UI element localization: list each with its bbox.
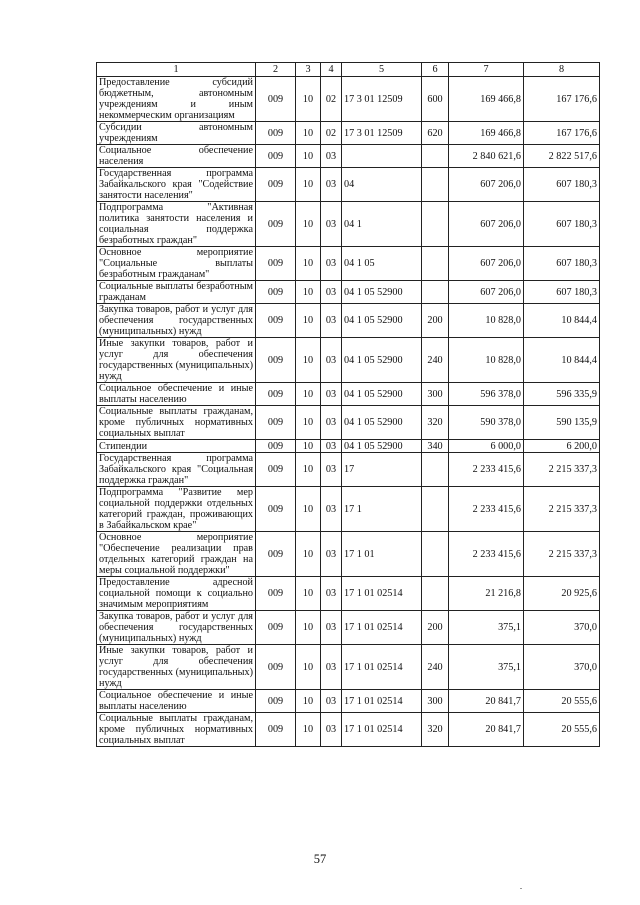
table-row (97, 690, 600, 713)
cell-ministry: 009 (256, 304, 296, 338)
cell-ministry: 009 (256, 453, 296, 487)
cell-name: Социальные выплаты гражданам, кроме публичных нормативных социальных выплат (97, 406, 256, 440)
table-row (97, 122, 600, 145)
cell-subsection: 03 (321, 383, 342, 406)
cell-ministry: 009 (256, 122, 296, 145)
cell-amount-year2: 20 925,6 (524, 577, 600, 611)
cell-target-article: 17 1 01 02514 (342, 645, 422, 690)
cell-amount-year1: 375,1 (449, 611, 524, 645)
header-cell-amount-year1: 7 (449, 63, 524, 77)
cell-subsection: 03 (321, 247, 342, 281)
cell-target-article: 17 3 01 12509 (342, 122, 422, 145)
cell-name: Предоставление субсидий бюджетным, автономным учреждениям и иным некоммерческим организациям (97, 77, 256, 122)
cell-amount-year1: 590 378,0 (449, 406, 524, 440)
cell-subsection: 03 (321, 440, 342, 453)
cell-ministry: 009 (256, 611, 296, 645)
cell-amount-year2: 10 844,4 (524, 304, 600, 338)
table-row (97, 645, 600, 690)
cell-expense-type (422, 247, 449, 281)
cell-ministry: 009 (256, 247, 296, 281)
cell-ministry: 009 (256, 645, 296, 690)
cell-ministry: 009 (256, 202, 296, 247)
cell-amount-year2: 370,0 (524, 611, 600, 645)
cell-target-article: 17 1 01 02514 (342, 690, 422, 713)
cell-ministry: 009 (256, 145, 296, 168)
cell-subsection: 03 (321, 713, 342, 747)
cell-amount-year1: 20 841,7 (449, 690, 524, 713)
table-row (97, 453, 600, 487)
cell-expense-type: 320 (422, 406, 449, 440)
cell-section: 10 (296, 168, 321, 202)
cell-ministry: 009 (256, 77, 296, 122)
cell-section: 10 (296, 690, 321, 713)
cell-amount-year2: 167 176,6 (524, 122, 600, 145)
cell-subsection: 03 (321, 168, 342, 202)
cell-subsection: 03 (321, 281, 342, 304)
cell-name: Социальные выплаты гражданам, кроме публичных нормативных социальных выплат (97, 713, 256, 747)
cell-subsection: 03 (321, 532, 342, 577)
cell-amount-year1: 2 233 415,6 (449, 453, 524, 487)
cell-target-article: 04 1 05 52900 (342, 338, 422, 383)
cell-amount-year2: 20 555,6 (524, 690, 600, 713)
cell-amount-year2: 2 215 337,3 (524, 532, 600, 577)
table-row (97, 304, 600, 338)
cell-amount-year2: 607 180,3 (524, 281, 600, 304)
cell-target-article: 04 1 05 52900 (342, 383, 422, 406)
cell-amount-year1: 10 828,0 (449, 304, 524, 338)
cell-target-article: 17 1 01 (342, 532, 422, 577)
cell-amount-year1: 2 233 415,6 (449, 487, 524, 532)
cell-subsection: 02 (321, 122, 342, 145)
cell-ministry: 009 (256, 406, 296, 440)
cell-target-article: 17 1 01 02514 (342, 577, 422, 611)
header-cell-target-article: 5 (342, 63, 422, 77)
cell-target-article: 17 1 (342, 487, 422, 532)
cell-amount-year1: 2 233 415,6 (449, 532, 524, 577)
cell-section: 10 (296, 281, 321, 304)
cell-section: 10 (296, 122, 321, 145)
cell-amount-year2: 2 822 517,6 (524, 145, 600, 168)
cell-expense-type (422, 532, 449, 577)
cell-name: Иные закупки товаров, работ и услуг для обеспечения государственных (муниципальных) нужд (97, 645, 256, 690)
cell-section: 10 (296, 202, 321, 247)
cell-section: 10 (296, 338, 321, 383)
cell-target-article: 17 3 01 12509 (342, 77, 422, 122)
cell-amount-year1: 2 840 621,6 (449, 145, 524, 168)
cell-section: 10 (296, 247, 321, 281)
cell-amount-year2: 10 844,4 (524, 338, 600, 383)
table-row (97, 577, 600, 611)
cell-target-article: 17 (342, 453, 422, 487)
table-row (97, 281, 600, 304)
page-number: 57 (313, 852, 327, 866)
cell-amount-year1: 6 000,0 (449, 440, 524, 453)
cell-target-article: 04 1 05 52900 (342, 440, 422, 453)
cell-expense-type (422, 577, 449, 611)
cell-expense-type: 320 (422, 713, 449, 747)
cell-amount-year2: 607 180,3 (524, 202, 600, 247)
cell-name: Закупка товаров, работ и услуг для обеспечения государственных (муниципальных) нужд (97, 611, 256, 645)
table-row (97, 338, 600, 383)
cell-expense-type: 300 (422, 383, 449, 406)
cell-name: Основное мероприятие "Социальные выплаты безработным гражданам" (97, 247, 256, 281)
header-cell-amount-year2: 8 (524, 63, 600, 77)
header-cell-name: 1 (97, 63, 256, 77)
cell-target-article: 17 1 01 02514 (342, 611, 422, 645)
cell-name: Социальное обеспечение и иные выплаты населению (97, 383, 256, 406)
cell-amount-year2: 607 180,3 (524, 168, 600, 202)
cell-section: 10 (296, 440, 321, 453)
cell-target-article (342, 145, 422, 168)
cell-section: 10 (296, 645, 321, 690)
cell-expense-type: 240 (422, 338, 449, 383)
cell-target-article: 04 1 05 52900 (342, 406, 422, 440)
cell-amount-year2: 590 135,9 (524, 406, 600, 440)
cell-subsection: 03 (321, 487, 342, 532)
cell-amount-year1: 596 378,0 (449, 383, 524, 406)
cell-expense-type: 600 (422, 77, 449, 122)
cell-section: 10 (296, 713, 321, 747)
cell-amount-year1: 21 216,8 (449, 577, 524, 611)
cell-subsection: 03 (321, 690, 342, 713)
cell-subsection: 03 (321, 338, 342, 383)
cell-amount-year1: 607 206,0 (449, 247, 524, 281)
cell-expense-type: 240 (422, 645, 449, 690)
table-row (97, 77, 600, 122)
cell-amount-year2: 370,0 (524, 645, 600, 690)
table-body (97, 77, 600, 747)
cell-amount-year2: 2 215 337,3 (524, 453, 600, 487)
table-row (97, 713, 600, 747)
cell-amount-year2: 607 180,3 (524, 247, 600, 281)
table-header-row (97, 63, 600, 77)
cell-subsection: 03 (321, 145, 342, 168)
cell-amount-year2: 596 335,9 (524, 383, 600, 406)
cell-ministry: 009 (256, 577, 296, 611)
cell-name: Предоставление адресной социальной помощи к социально значимым мероприятиям (97, 577, 256, 611)
cell-amount-year2: 2 215 337,3 (524, 487, 600, 532)
cell-name: Подпрограмма "Активная политика занятости населения и социальная поддержка безработных граждан" (97, 202, 256, 247)
cell-section: 10 (296, 406, 321, 440)
table-row (97, 487, 600, 532)
cell-name: Основное мероприятие "Обеспечение реализации прав отдельных категорий граждан на меры социальной поддержки" (97, 532, 256, 577)
cell-amount-year1: 607 206,0 (449, 281, 524, 304)
cell-amount-year1: 169 466,8 (449, 122, 524, 145)
cell-ministry: 009 (256, 281, 296, 304)
cell-expense-type (422, 145, 449, 168)
cell-target-article: 04 (342, 168, 422, 202)
cell-section: 10 (296, 145, 321, 168)
cell-expense-type: 300 (422, 690, 449, 713)
cell-target-article: 04 1 05 52900 (342, 281, 422, 304)
cell-name: Субсидии автономным учреждениям (97, 122, 256, 145)
cell-name: Социальные выплаты безработным гражданам (97, 281, 256, 304)
cell-amount-year2: 20 555,6 (524, 713, 600, 747)
cell-target-article: 04 1 (342, 202, 422, 247)
cell-expense-type: 200 (422, 304, 449, 338)
cell-amount-year1: 10 828,0 (449, 338, 524, 383)
budget-table (96, 62, 600, 747)
cell-ministry: 009 (256, 487, 296, 532)
table-row (97, 611, 600, 645)
cell-subsection: 03 (321, 453, 342, 487)
cell-subsection: 02 (321, 77, 342, 122)
cell-section: 10 (296, 304, 321, 338)
table-row (97, 406, 600, 440)
cell-name: Подпрограмма "Развитие мер социальной поддержки отдельных категорий граждан, проживающих в Забайкальском крае" (97, 487, 256, 532)
cell-subsection: 03 (321, 202, 342, 247)
table-row (97, 168, 600, 202)
cell-name: Стипендии (97, 440, 256, 453)
table-row (97, 145, 600, 168)
cell-subsection: 03 (321, 611, 342, 645)
cell-amount-year1: 20 841,7 (449, 713, 524, 747)
cell-ministry: 009 (256, 713, 296, 747)
table-row (97, 532, 600, 577)
cell-name: Государственная программа Забайкальского края "Социальная поддержка граждан" (97, 453, 256, 487)
cell-subsection: 03 (321, 645, 342, 690)
cell-ministry: 009 (256, 690, 296, 713)
cell-expense-type (422, 202, 449, 247)
cell-expense-type: 620 (422, 122, 449, 145)
cell-target-article: 04 1 05 (342, 247, 422, 281)
cell-subsection: 03 (321, 304, 342, 338)
cell-ministry: 009 (256, 532, 296, 577)
cell-section: 10 (296, 577, 321, 611)
cell-amount-year1: 607 206,0 (449, 168, 524, 202)
cell-name: Государственная программа Забайкальского края "Содействие занятости населения" (97, 168, 256, 202)
cell-section: 10 (296, 611, 321, 645)
cell-target-article: 04 1 05 52900 (342, 304, 422, 338)
cell-name: Социальное обеспечение и иные выплаты населению (97, 690, 256, 713)
header-cell-section: 3 (296, 63, 321, 77)
cell-expense-type (422, 453, 449, 487)
cell-expense-type: 200 (422, 611, 449, 645)
header-cell-expense-type: 6 (422, 63, 449, 77)
table-row (97, 247, 600, 281)
table-row (97, 440, 600, 453)
header-cell-subsection: 4 (321, 63, 342, 77)
cell-amount-year1: 375,1 (449, 645, 524, 690)
cell-ministry: 009 (256, 383, 296, 406)
cell-expense-type (422, 487, 449, 532)
table-row (97, 383, 600, 406)
cell-ministry: 009 (256, 168, 296, 202)
cell-amount-year1: 607 206,0 (449, 202, 524, 247)
cell-amount-year1: 169 466,8 (449, 77, 524, 122)
cell-section: 10 (296, 77, 321, 122)
cell-target-article: 17 1 01 02514 (342, 713, 422, 747)
cell-ministry: 009 (256, 440, 296, 453)
cell-expense-type (422, 281, 449, 304)
cell-section: 10 (296, 532, 321, 577)
cell-expense-type: 340 (422, 440, 449, 453)
cell-subsection: 03 (321, 577, 342, 611)
cell-section: 10 (296, 487, 321, 532)
cell-expense-type (422, 168, 449, 202)
scan-speck (520, 888, 522, 889)
cell-amount-year2: 6 200,0 (524, 440, 600, 453)
cell-subsection: 03 (321, 406, 342, 440)
cell-name: Социальное обеспечение населения (97, 145, 256, 168)
cell-section: 10 (296, 383, 321, 406)
cell-ministry: 009 (256, 338, 296, 383)
table-row (97, 202, 600, 247)
cell-name: Закупка товаров, работ и услуг для обеспечения государственных (муниципальных) нужд (97, 304, 256, 338)
cell-amount-year2: 167 176,6 (524, 77, 600, 122)
cell-name: Иные закупки товаров, работ и услуг для обеспечения государственных (муниципальных) нужд (97, 338, 256, 383)
header-cell-ministry: 2 (256, 63, 296, 77)
cell-section: 10 (296, 453, 321, 487)
